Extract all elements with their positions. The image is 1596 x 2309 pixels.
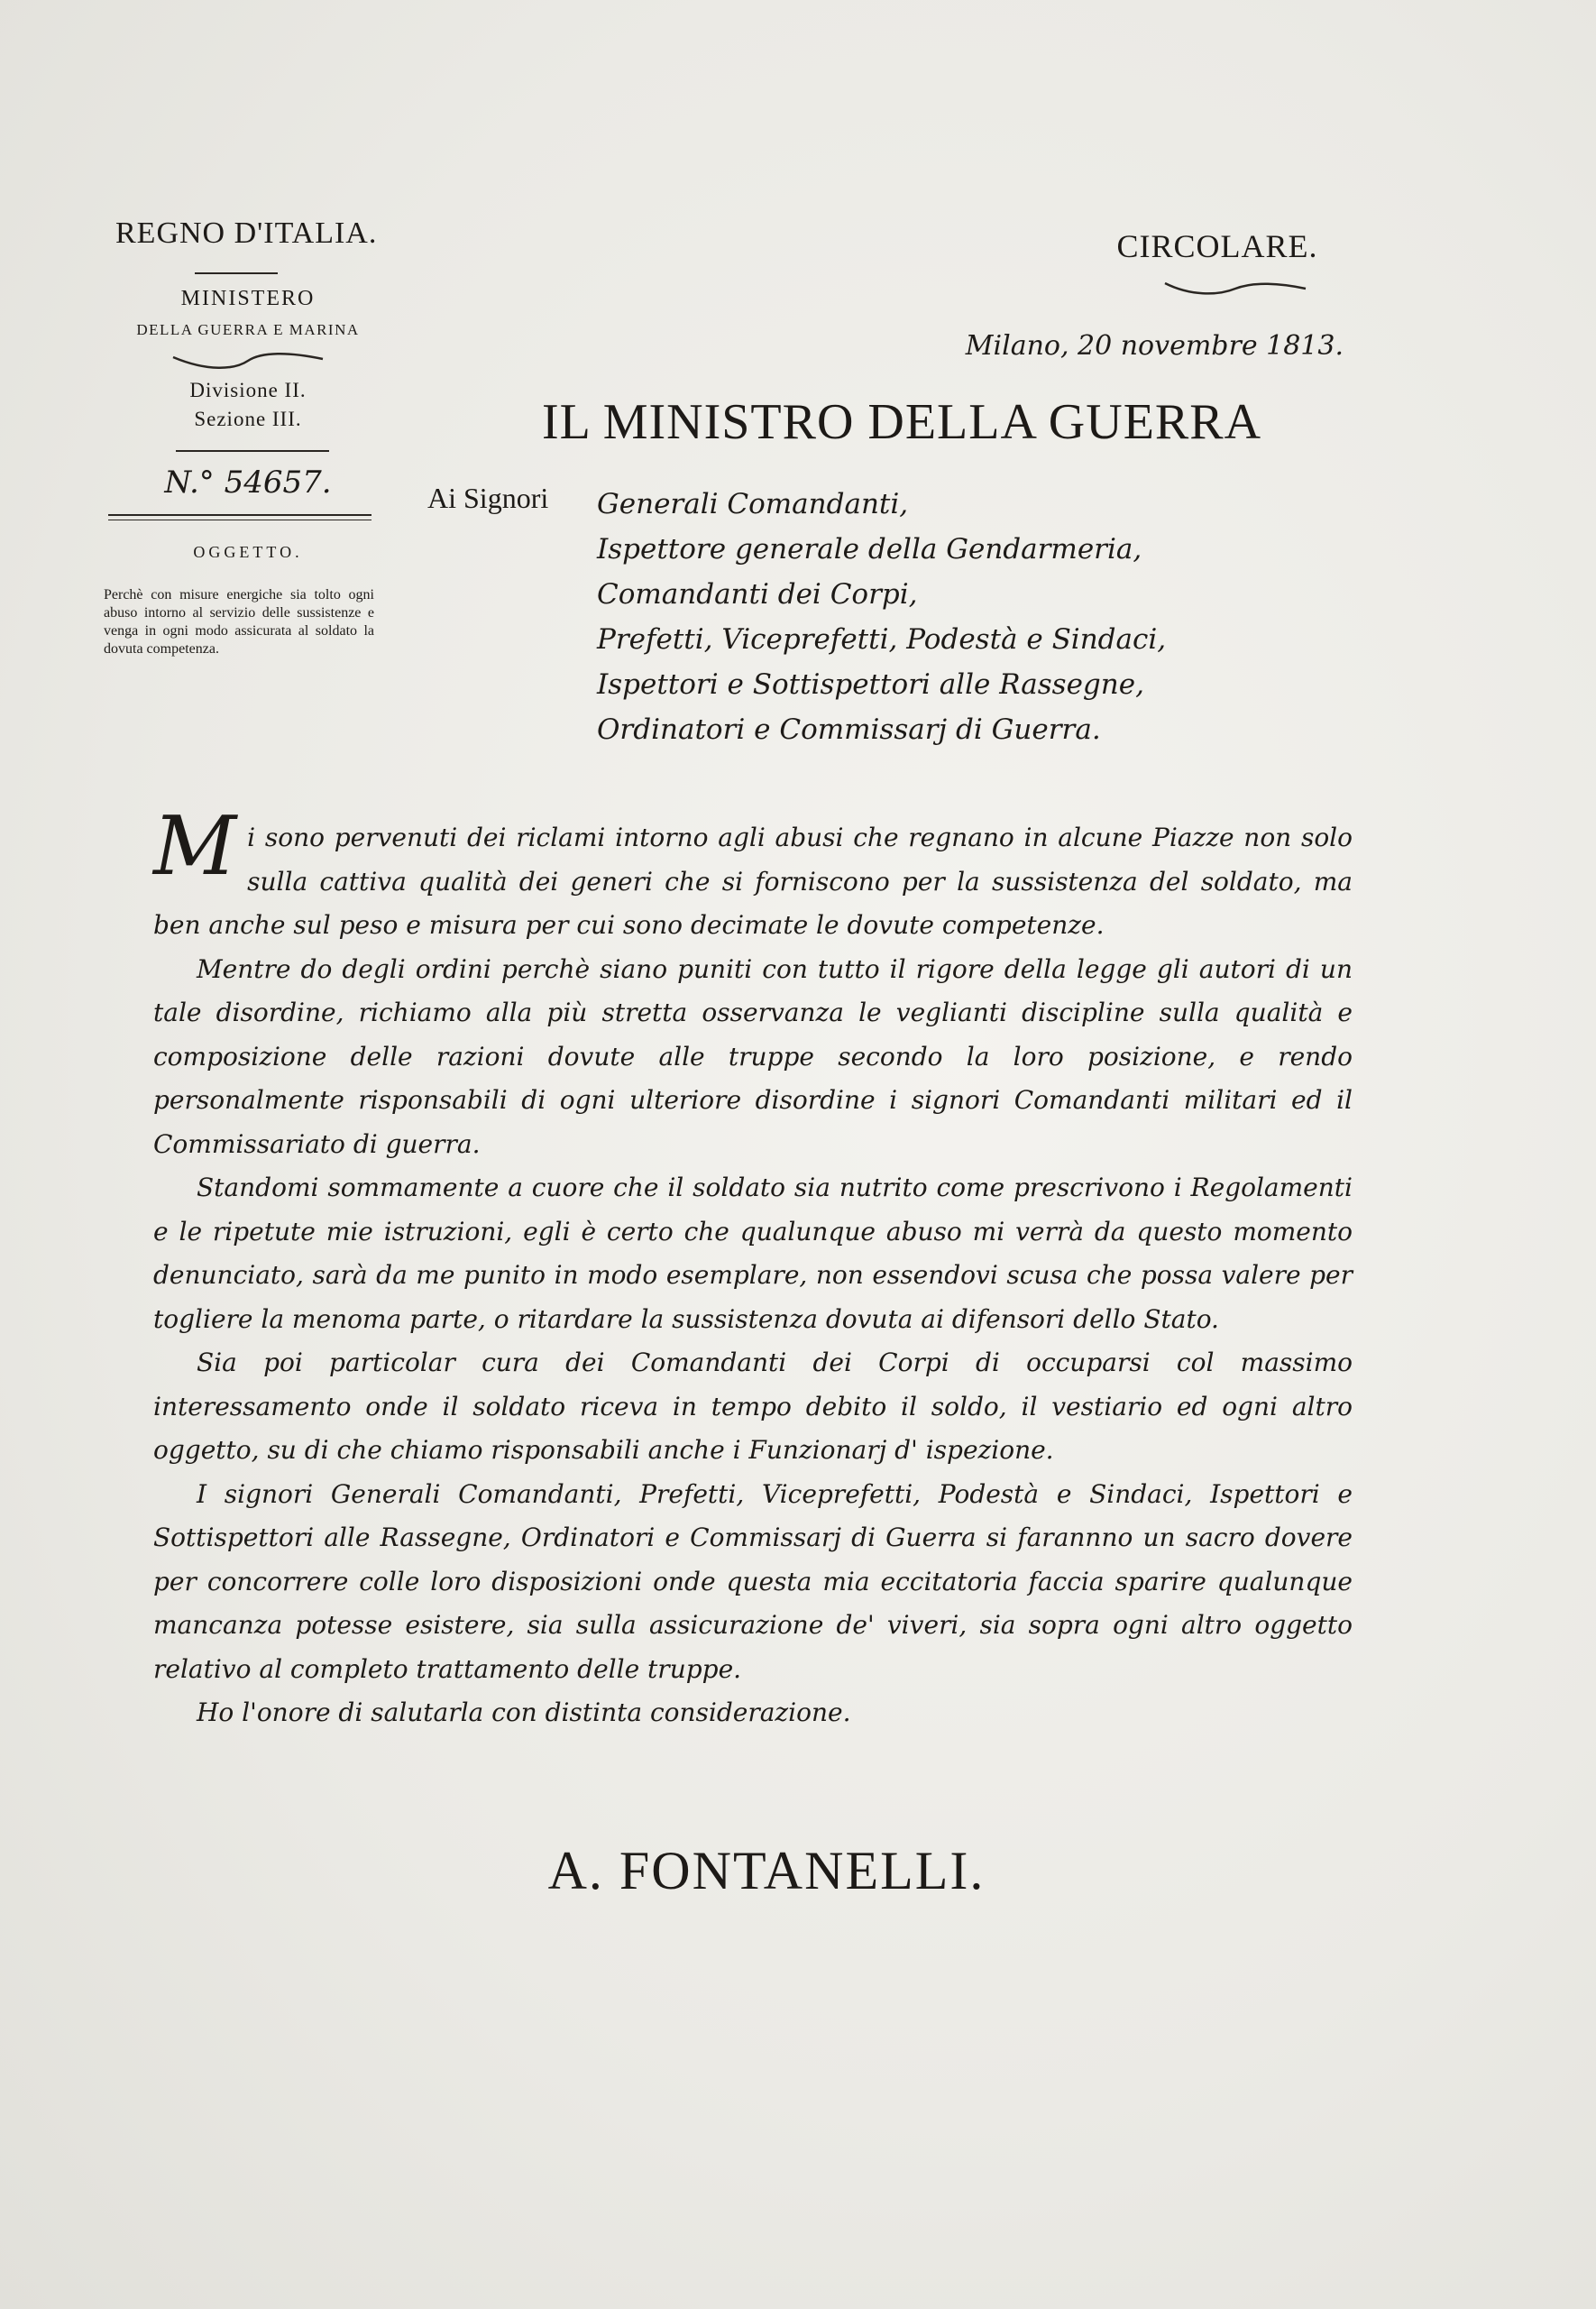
addressee-line: Prefetti, Viceprefetti, Podestà e Sindaci, bbox=[597, 623, 1167, 656]
addressee-line: Ispettore generale della Gendarmeria, bbox=[597, 533, 1142, 566]
paragraph: Standomi sommamente a cuore che il soldato sia nutrito come prescrivono i Regolamenti e le ripetute mie istruzioni, egli è certo che qualunque abuso mi verrà da questo momento denunciato, sarà da me punito in modo esemplare, non essendovi scusa che possa valere per togliere la menoma parte, o ritardare la sussistenza dovuta ai difensori dello Stato. bbox=[153, 1173, 1353, 1334]
sezione-label: Sezione III. bbox=[194, 408, 302, 430]
place-date: Milano, 20 novembre 1813. bbox=[965, 330, 1344, 362]
double-rule-top bbox=[108, 514, 371, 516]
circolare-heading: CIRCOLARE. bbox=[1116, 228, 1318, 264]
addressee-line: Ordinatori e Commissarj di Guerra. bbox=[597, 713, 1101, 746]
paragraph: Sia poi particolar cura dei Comandanti dei Corpi di occuparsi col massimo interessamento onde il soldato riceva in tempo debito il soldo, il vestiario ed ogni altro oggetto, su di che chiamo risponsabili anche i Funzionarj d' ispezione. bbox=[153, 1348, 1353, 1465]
paragraph bbox=[153, 799, 1353, 948]
drop-cap: M bbox=[153, 799, 237, 894]
document-title: IL MINISTRO DELLA GUERRA bbox=[541, 394, 1262, 450]
rule-under-regno bbox=[195, 272, 278, 274]
protocol-number: N.° 54657. bbox=[164, 465, 332, 501]
addressee-line: Comandanti dei Corpi, bbox=[597, 578, 918, 611]
rule-under-sezione bbox=[176, 450, 329, 452]
ministero-heading: MINISTERO bbox=[180, 287, 316, 310]
regno-heading: REGNO D'ITALIA. bbox=[115, 216, 378, 250]
divisione-label: Divisione II. bbox=[189, 379, 307, 401]
circolare-swash-ornament bbox=[1163, 280, 1307, 298]
addressees-intro: Ai Signori bbox=[427, 482, 549, 514]
paragraph: I signori Generali Comandanti, Prefetti, Viceprefetti, Podestà e Sindaci, Ispettori e Sottispettori alle Rassegne, Ordinatori e Commissarj di Guerra si farannno un sacro dovere per concorrere colle loro disposizioni onde questa mia eccitatoria faccia sparire qualunque mancanza potesse esistere, sia sulla assicurazione de' viveri, sia sopra ogni altro oggetto relativo al completo trattamento delle truppe. bbox=[153, 1478, 1353, 1684]
oggetto-text: Perchè con misure energiche sia tolto ogni abuso intorno al servizio delle sussistenze e venga in ogni modo assicurata al soldato la dovuta competenza. bbox=[104, 587, 374, 657]
addressee-line: Generali Comandanti, bbox=[597, 488, 909, 520]
swash-ornament bbox=[171, 350, 325, 370]
paragraph: Mentre do degli ordini perchè siano puniti con tutto il rigore della legge gli autori di un tale disordine, richiamo alla più stretta osservanza le veglianti discipline sulla qualità e composizione delle razioni dovute alle truppe secondo la loro posizione, e rendo personalmente risponsabili di ogni ulteriore disordine i signori Comandanti militari ed il Commissariato di guerra. bbox=[153, 953, 1353, 1159]
paragraph: Ho l'onore di salutarla con distinta considerazione. bbox=[197, 1697, 851, 1727]
addressee-line: Ispettori e Sottispettori alle Rassegne, bbox=[597, 668, 1144, 701]
addressees-list bbox=[597, 482, 1166, 752]
signature: A. FONTANELLI. bbox=[547, 1841, 986, 1900]
guerra-marina-heading: DELLA GUERRA E MARINA bbox=[136, 321, 360, 338]
letter-body bbox=[153, 799, 1353, 1735]
paragraph-text: i sono pervenuti dei riclami intorno agli abusi che regnano in alcune Piazze non solo sulla cattiva qualità dei generi che si forniscono per la sussistenza del soldato, ma ben anche sul peso e misura per cui sono decimate le dovute competenze. bbox=[153, 823, 1353, 940]
oggetto-label: OGGETTO. bbox=[193, 543, 303, 561]
